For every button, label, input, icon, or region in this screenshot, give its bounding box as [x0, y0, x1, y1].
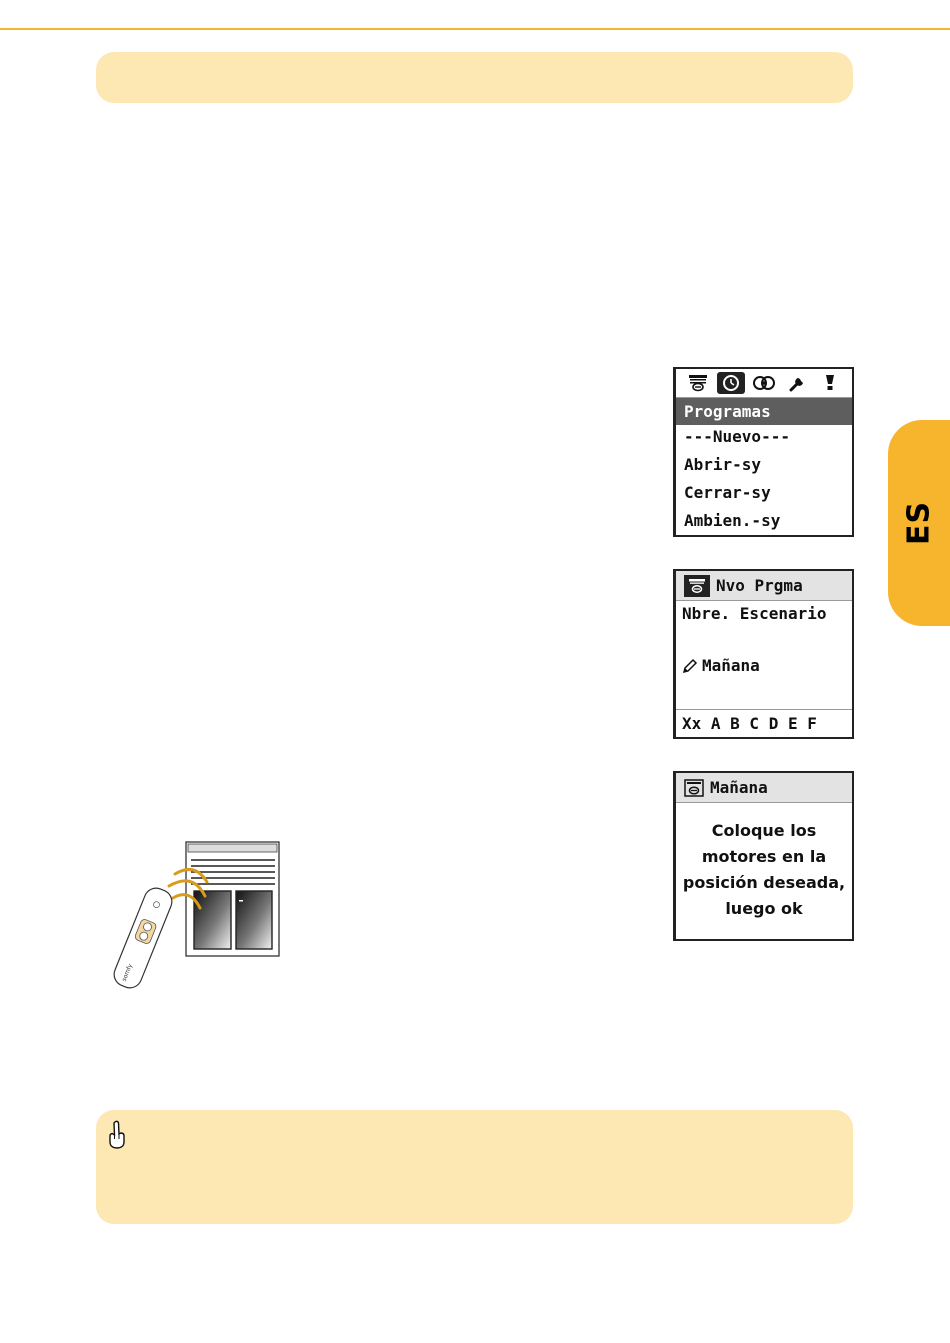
remote-control: [111, 885, 176, 992]
top-banner: [96, 52, 853, 103]
language-tab[interactable]: [888, 420, 950, 626]
instruction-line: posición deseada,: [682, 873, 846, 892]
remote-shutter-illustration: [95, 838, 285, 998]
menu-tabbar: [676, 369, 852, 398]
shutter-icon[interactable]: [684, 372, 712, 394]
scenario-name-field[interactable]: [676, 625, 852, 677]
screen-new-title: Nvo Prgma: [716, 576, 803, 595]
screen-msg-header: [676, 773, 852, 803]
instruction-line: luego ok: [725, 899, 803, 918]
character-selector[interactable]: Xx A B C D E F: [676, 709, 852, 737]
alert-icon[interactable]: [816, 372, 844, 394]
menu-item-ambience[interactable]: Ambien.-sy: [684, 511, 781, 530]
wrench-icon[interactable]: [783, 372, 811, 394]
pointing-hand-icon: [106, 1120, 128, 1150]
scenario-icon[interactable]: [750, 372, 778, 394]
menu-title-programs[interactable]: Programas: [676, 398, 852, 425]
menu-item-new[interactable]: ---Nuevo---: [684, 427, 790, 446]
position-instruction: [676, 803, 852, 922]
top-rule: [0, 28, 950, 30]
note-banner: [96, 1110, 853, 1224]
scenario-name-value: Mañana: [702, 656, 760, 675]
screen-msg-title: Mañana: [710, 778, 768, 797]
instruction-line: motores en la: [701, 847, 827, 866]
window-with-shutter: [186, 842, 279, 956]
screen-programs-menu: [673, 367, 854, 537]
pencil-icon: [682, 658, 698, 674]
instruction-line: Coloque los: [711, 821, 817, 840]
menu-item-close[interactable]: Cerrar-sy: [684, 483, 771, 502]
language-tab-label: ES: [901, 500, 937, 546]
screen-position-message: [673, 771, 854, 941]
remote-brand: somfy: [120, 962, 135, 983]
screen-new-header: [676, 571, 852, 601]
clock-icon[interactable]: [717, 372, 745, 394]
program-icon: [684, 779, 704, 797]
screen-new-program: [673, 569, 854, 739]
menu-item-open[interactable]: Abrir-sy: [684, 455, 762, 474]
scenario-name-label: Nbre. Escenario: [682, 604, 827, 623]
program-icon: [684, 575, 710, 597]
